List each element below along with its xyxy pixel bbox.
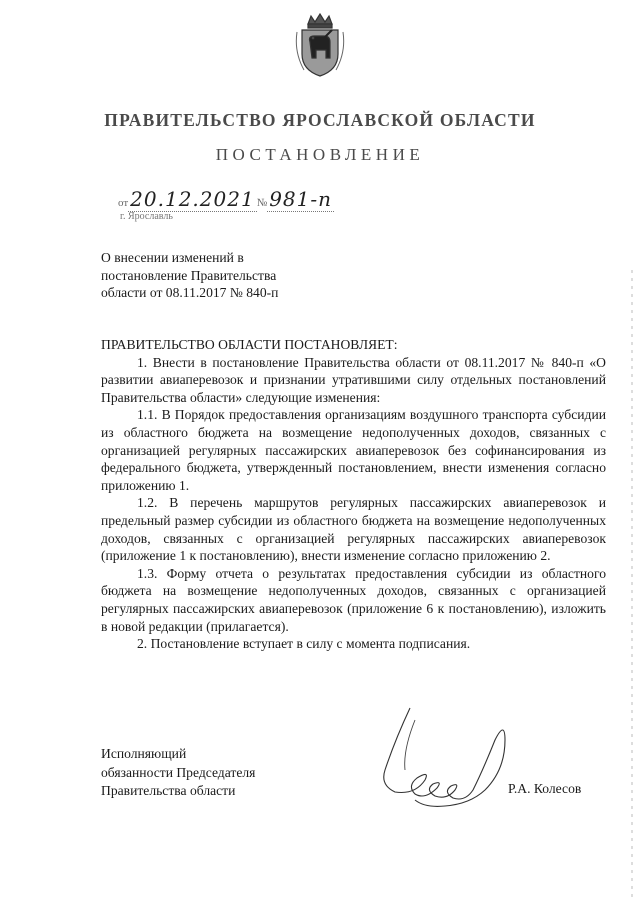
paragraph-1-1: 1.1. В Порядок предоставления организациям воздушного транспорта субсидии из областного бюджета на возмещение недополученных доходов, связанных с организацией регулярных пассажирских авиаперевозок без софинансирования из федерального бюджета, утвержденный постановлением, внести изменения согласно приложению 1. — [101, 407, 606, 493]
paragraph-1: 1. Внести в постановление Правительства области от 08.11.2017 № 840-п «О развитии авиаперевозок и признании утратившими силу отдельных постановлений Правительства области» следующие изменения: — [101, 354, 606, 405]
date-number-line — [118, 187, 334, 212]
handwritten-signature — [355, 700, 525, 810]
resolution-heading: ПРАВИТЕЛЬСТВО ОБЛАСТИ ПОСТАНОВЛЯЕТ: — [101, 337, 398, 352]
paragraph-2: 2. Постановление вступает в силу с момента подписания. — [137, 636, 471, 652]
document-number: 981-п — [269, 187, 332, 211]
paragraph-1-3: 1.3. Форму отчета о результатах предоставления субсидии из областного бюджета на возмещение недополученных доходов, связанных с организацией регулярных пассажирских авиаперевозок (приложение 6 к постановлению), изложить в новой редакции (прилагается). — [101, 565, 606, 634]
coat-of-arms-icon — [294, 12, 346, 78]
subject-line-3: области от 08.11.2017 № 840-п — [101, 285, 279, 300]
document-subject — [101, 249, 278, 302]
document-body — [101, 336, 606, 653]
date-prefix: от — [118, 197, 129, 209]
subject-line-1: О внесении изменений в — [101, 250, 244, 265]
paragraph-1-2: 1.2. В перечень маршрутов регулярных пассажирских авиаперевозок и предельный размер субсидии из областного бюджета на возмещение недополученных доходов, связанных с организацией регулярных пассажирских авиаперевозок (приложение 1 к постановлению), внести изменение согласно приложению 2. — [101, 495, 606, 564]
signoff-line-1: Исполняющий — [101, 746, 187, 761]
city: г. Ярославль — [120, 211, 173, 222]
document-date: 20.12.2021 — [130, 187, 255, 211]
subject-line-2: постановление Правительства — [101, 267, 277, 283]
signer-name: Р.А. Колесов — [508, 781, 582, 796]
signoff-line-2: обязанности Председателя — [101, 764, 256, 780]
number-prefix: № — [256, 197, 268, 209]
signoff-title — [101, 745, 255, 801]
government-title: ПРАВИТЕЛЬСТВО ЯРОСЛАВСКОЙ ОБЛАСТИ — [104, 110, 536, 130]
signoff-line-3: Правительства области — [101, 783, 236, 798]
scan-edge-marks — [628, 270, 636, 900]
document-type: ПОСТАНОВЛЕНИЕ — [215, 145, 425, 164]
